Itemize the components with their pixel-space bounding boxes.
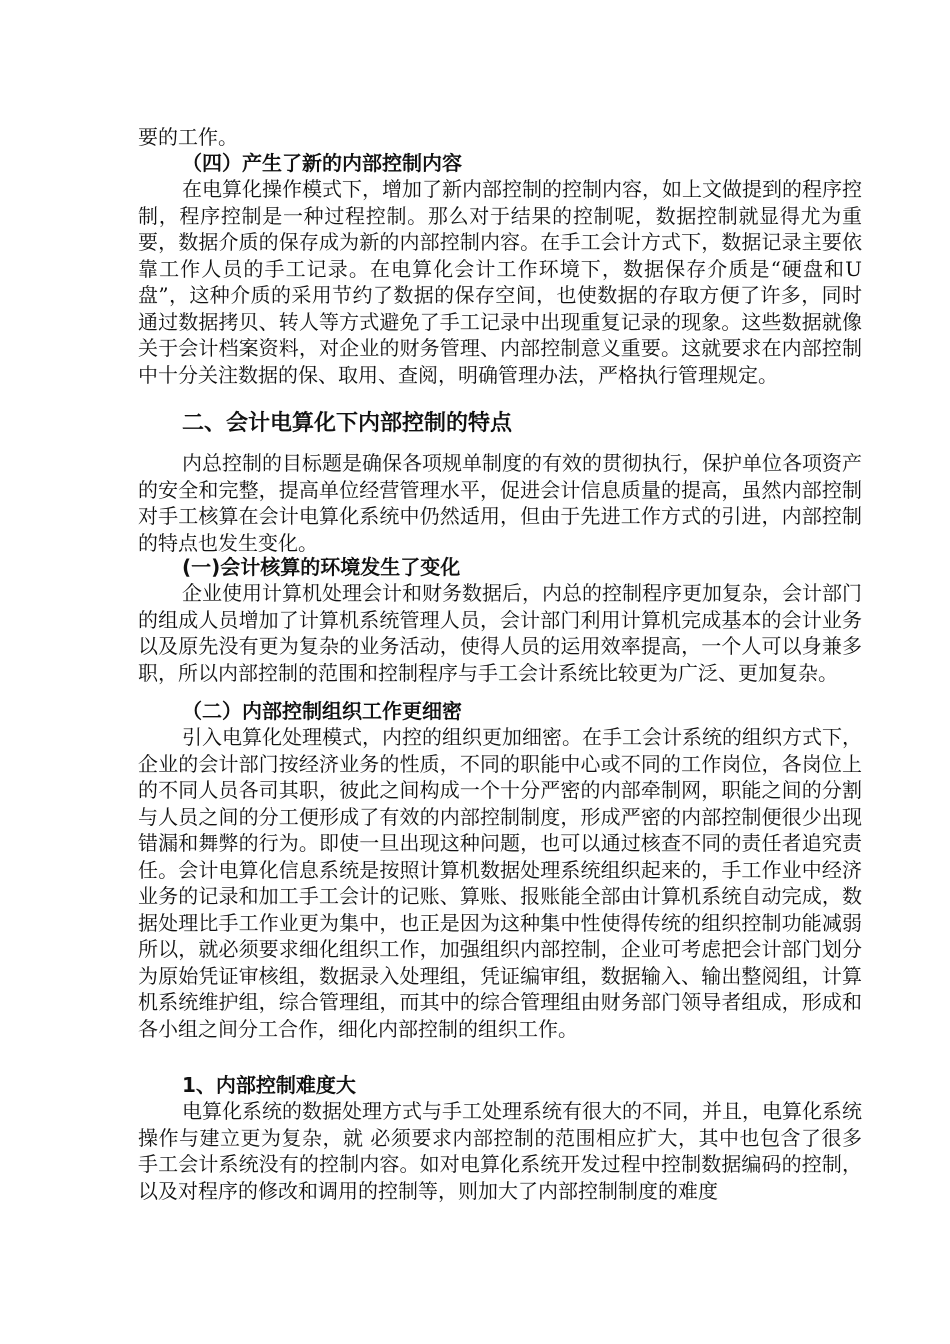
- paragraph-subsection-1: 企业使用计算机处理会计和财务数据后，内总的控制程序更加复杂，会计部门的组成人员增加了计算机系统管理人员，会计部门利用计算机完成基本的会计业务以及原先没有更为复杂的业务活动，使得人员的运用效率提高，一个人可以身兼多职，所以内部控制的范围和控制程序与手工会计系统比较更为广泛、更加复杂。: [138, 581, 862, 685]
- chapter-heading-2: 二、会计电算化下内部控制的特点: [182, 411, 513, 436]
- paragraph-chapter-2: 内总控制的目标题是确保各项规单制度的有效的贯彻执行，保护单位各项资产的安全和完整，提高单位经营管理水平，促进会计信息质量的提高，虽然内部控制对手工核算在会计电算化系统中仍然适用，但由于先进工作方式的引进，内部控制的特点也发生变化。: [138, 451, 862, 555]
- subsection-heading-2: （二）内部控制组织工作更细密: [182, 699, 462, 723]
- paragraph-section-4: 在电算化操作模式下，增加了新内部控制的控制内容，如上文做提到的程序控制，程序控制是一种过程控制。那么对于结果的控制呢，数据控制就显得尤为重要，数据介质的保存成为新的内部控制内容。在手工会计方式下，数据记录主要依靠工作人员的手工记录。在电算化会计工作环境下，数据保存介质是“硬盘和U盘”，这种介质的采用节约了数据的保存空间，也使数据的存取方便了许多，同时通过数据拷贝、转人等方式避免了手工记录中出现重复记录的现象。这些数据就像关于会计档案资料，对企业的财务管理、内部控制意义重要。这就要求在内部控制中十分关注数据的保、取用、查阅，明确管理办法，严格执行管理规定。: [138, 177, 862, 387]
- paragraph-continuation: 要的工作。: [138, 125, 238, 149]
- subsection-heading-1: (一)会计核算的环境发生了变化: [182, 555, 461, 579]
- section-heading-4: （四）产生了新的内部控制内容: [182, 151, 462, 175]
- point-heading-1: 1、内部控制难度大: [182, 1073, 356, 1097]
- paragraph-point-1: 电算化系统的数据处理方式与手工处理系统有很大的不同，并且，电算化系统操作与建立更为复杂，就 必须要求内部控制的范围相应扩大，其中也包含了很多手工会计系统没有的控制内容。如对电算化系统开发过程中控制数据编码的控制，以及对程序的修改和调用的控制等，则加大了内部控制制度的难度: [138, 1099, 862, 1203]
- paragraph-subsection-2: 引入电算化处理模式，内控的组织更加细密。在手工会计系统的组织方式下，企业的会计部门按经济业务的性质，不同的职能中心或不同的工作岗位，各岗位上的不同人员各司其职，彼此之间构成一个十分严密的内部牵制网，职能之间的分割与人员之间的分工便形成了有效的内部控制制度，形成严密的内部控制便很少出现错漏和舞弊的行为。即使一旦出现这种问题，也可以通过核查不同的责任者追究责任。会计电算化信息系统是按照计算机数据处理系统组织起来的，手工作业中经济业务的记录和加工手工会计的记账、算账、报账能全部由计算机系统自动完成，数据处理比手工作业更为集中，也正是因为这种集中性使得传统的组织控制功能减弱所以，就必须要求细化组织工作，加强组织内部控制，企业可考虑把会计部门划分为原始凭证审核组，数据录入处理组，凭证编审组，数据输入、输出整阅组，计算机系统维护组，综合管理组，而其中的综合管理组由财务部门领导者组成，形成和各小组之间分工合作，细化内部控制的组织工作。: [138, 725, 862, 1041]
